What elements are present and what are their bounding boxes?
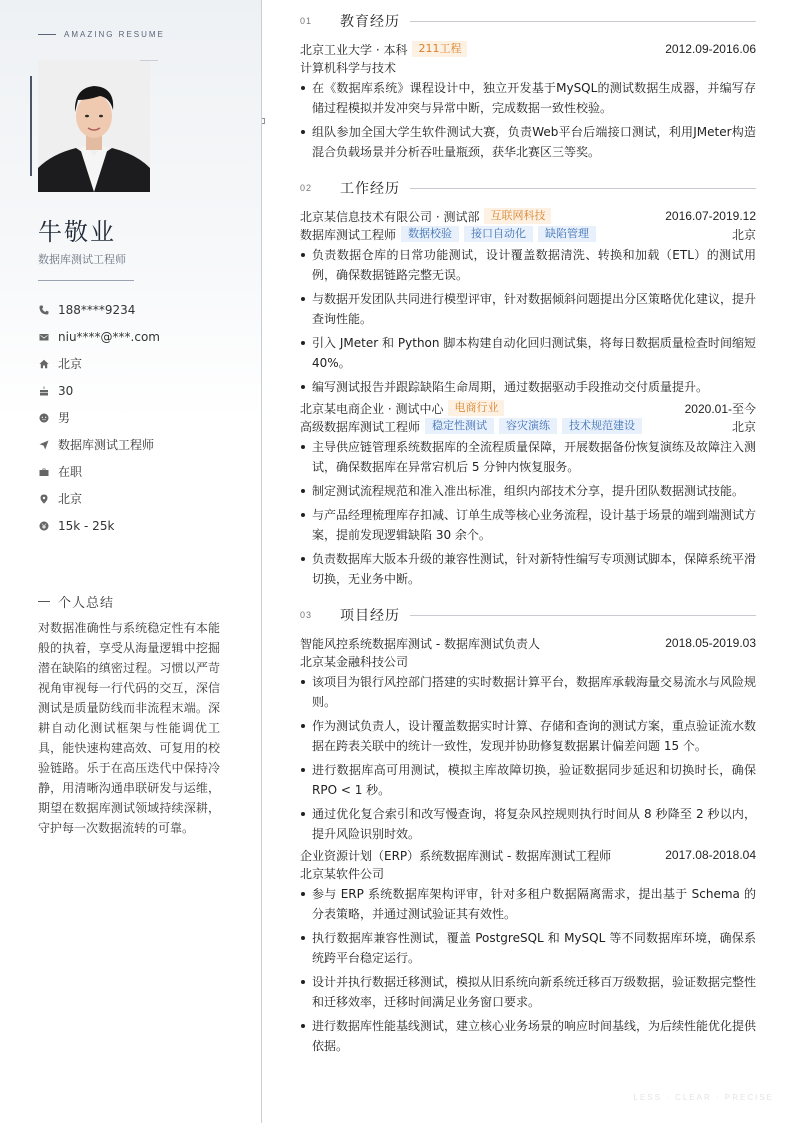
info-target-city <box>38 485 238 512</box>
summary-dash <box>38 601 50 602</box>
school-tag: 211工程 <box>412 41 467 57</box>
info-text: 188****9234 <box>58 302 136 317</box>
list-item: 编写测试报告并跟踪缺陷生命周期，通过数据驱动手段推动交付质量提升。 <box>300 377 756 397</box>
summary-heading <box>38 592 114 611</box>
info-status <box>38 458 238 485</box>
candidate-job-title: 数据库测试工程师 <box>38 253 126 266</box>
section-title: 项目经历 <box>340 608 400 624</box>
list-item: 执行数据库兼容性测试，覆盖 PostgreSQL 和 MySQL 等不同数据库环境，确保系统跨平台稳定运行。 <box>300 928 756 968</box>
project-entry-2 <box>300 846 756 1060</box>
project-entry-1 <box>300 634 756 848</box>
info-text: 在职 <box>58 465 83 479</box>
section-rule <box>410 615 756 616</box>
company-name: 北京某信息技术有限公司 · 测试部 <box>300 209 480 224</box>
work-city: 北京 <box>731 419 756 434</box>
section-number: 03 <box>300 610 313 620</box>
info-text: 30 <box>58 383 74 398</box>
section-rule <box>410 21 756 22</box>
info-text: 15k - 25k <box>58 518 115 533</box>
phone-icon <box>38 304 50 316</box>
brand <box>38 30 165 39</box>
briefcase-icon <box>38 466 50 478</box>
major: 计算机科学与技术 <box>300 60 397 75</box>
education-entry <box>300 40 756 166</box>
school-name: 北京工业大学 · 本科 <box>300 42 408 57</box>
list-item: 与数据开发团队共同进行模型评审，针对数据倾斜问题提出分区策略优化建议，提升查询性能。 <box>300 289 756 329</box>
company-name: 北京某电商企业 · 测试中心 <box>300 401 444 416</box>
avatar <box>38 60 150 192</box>
section-education-heading <box>300 11 756 31</box>
brand-line <box>38 34 56 35</box>
work-entry-1 <box>300 207 756 401</box>
summary-title: 个人总结 <box>58 596 115 611</box>
contact-info-list <box>38 296 238 539</box>
sidebar-divider <box>38 280 134 281</box>
footer-watermark: LESS · CLEAR · PRECISE <box>633 1093 774 1102</box>
project-org-row <box>300 864 756 882</box>
info-text: 男 <box>58 411 71 425</box>
project-org: 北京某软件公司 <box>300 866 385 881</box>
section-number: 01 <box>300 16 313 26</box>
list-item: 引入 JMeter 和 Python 脚本构建自动化回归测试集，将每日数据质量检查时间缩短 40%。 <box>300 333 756 373</box>
industry-tag: 互联网科技 <box>484 208 551 224</box>
list-item: 在《数据库系统》课程设计中，独立开发基于MySQL的测试数据生成器，并编写存储过程模拟并发冲突与异常中断，完成数据一致性校验。 <box>300 78 756 118</box>
list-item: 该项目为银行风控部门搭建的实时数据计算平台，数据库承载海量交易流水与风险规则。 <box>300 672 756 712</box>
skill-tag: 技术规范建设 <box>562 418 642 434</box>
work-date: 2020.01-至今 <box>684 401 756 416</box>
info-text: 北京 <box>58 357 83 371</box>
industry-tag: 电商行业 <box>448 400 504 416</box>
info-salary <box>38 512 238 539</box>
project-name: 企业资源计划（ERP）系统数据库测试 - 数据库测试工程师 <box>300 848 612 863</box>
section-work-heading <box>300 178 756 198</box>
send-icon <box>38 439 50 451</box>
candidate-name: 牛敬业 <box>38 218 116 246</box>
skill-tag: 接口自动化 <box>464 226 533 242</box>
photo-corner-line <box>140 60 158 61</box>
main-content <box>262 0 794 1123</box>
skill-tag: 数据校验 <box>401 226 459 242</box>
skill-tag: 稳定性测试 <box>425 418 494 434</box>
info-gender <box>38 404 238 431</box>
list-item: 参与 ERP 系统数据库架构评审，针对多租户数据隔离需求，提出基于 Schema 的分表策略，并通过测试验证其有效性。 <box>300 884 756 924</box>
photo-accent-bar <box>30 76 32 176</box>
project-bullets <box>300 884 756 1056</box>
info-text: niu****@***.com <box>58 329 160 344</box>
list-item: 制定测试流程规范和准入准出标准，组织内部技术分享，提升团队数据测试技能。 <box>300 481 756 501</box>
education-bullets <box>300 78 756 162</box>
work-city: 北京 <box>731 227 756 242</box>
info-age <box>38 377 238 404</box>
education-major-row <box>300 58 756 76</box>
section-title: 教育经历 <box>340 14 400 30</box>
work-header-row <box>300 399 756 417</box>
list-item: 设计并执行数据迁移测试，模拟从旧系统向新系统迁移百万级数据，验证数据完整性和迁移效率，迁移时间满足业务窗口要求。 <box>300 972 756 1012</box>
project-date: 2018.05-2019.03 <box>665 636 756 650</box>
list-item: 负责数据仓库的日常功能测试，设计覆盖数据清洗、转换和加载（ETL）的测试用例，确保数据链路完整无误。 <box>300 245 756 285</box>
list-item: 负责数据库大版本升级的兼容性测试，针对新特性编写专项测试脚本，保障系统平滑切换，无业务中断。 <box>300 549 756 589</box>
project-bullets <box>300 672 756 844</box>
cake-icon <box>38 385 50 397</box>
list-item: 与产品经理梳理库存扣减、订单生成等核心业务流程，设计基于场景的端到端测试方案，提前发现逻辑缺陷 30 余个。 <box>300 505 756 545</box>
section-rule <box>410 188 756 189</box>
sidebar <box>0 0 262 1123</box>
position: 高级数据库测试工程师 <box>300 419 421 434</box>
education-date: 2012.09-2016.06 <box>665 42 756 56</box>
list-item: 主导供应链管理系统数据库的全流程质量保障，开展数据备份恢复演练及故障注入测试，确保数据库在异常宕机后 5 分钟内恢复服务。 <box>300 437 756 477</box>
project-org-row <box>300 652 756 670</box>
project-header-row <box>300 634 756 652</box>
info-phone <box>38 296 238 323</box>
project-date: 2017.08-2018.04 <box>665 848 756 862</box>
home-icon <box>38 358 50 370</box>
money-icon <box>38 520 50 532</box>
list-item: 进行数据库性能基线测试，建立核心业务场景的响应时间基线，为后续性能优化提供依据。 <box>300 1016 756 1056</box>
mail-icon <box>38 331 50 343</box>
work-position-row <box>300 417 756 435</box>
face-icon <box>38 412 50 424</box>
section-title: 工作经历 <box>340 181 400 197</box>
avatar-portrait <box>38 60 150 192</box>
education-header-row <box>300 40 756 58</box>
summary-text: 对数据准确性与系统稳定性有本能般的执着，享受从海量逻辑中挖掘潜在缺陷的缜密过程。习惯以严苛视角审视每一行代码的交互，深信测试是质量防线而非流程末端。深耕自动化测试框架与性能调优工具，能快速构建高效、可复用的校验链路。乐于在高压迭代中保持冷静，用清晰沟通串联研发与运维，期望在数据库测试领域持续深耕，守护每一次数据流转的可靠。 <box>38 621 220 835</box>
info-target-job <box>38 431 238 458</box>
project-name: 智能风控系统数据库测试 - 数据库测试负责人 <box>300 636 540 651</box>
project-header-row <box>300 846 756 864</box>
list-item: 通过优化复合索引和改写慢查询，将复杂风控规则执行时间从 8 秒降至 2 秒以内，提升风险识别时效。 <box>300 804 756 844</box>
brand-text: AMAZING RESUME <box>64 30 165 39</box>
section-projects-heading <box>300 605 756 625</box>
work-position-row <box>300 225 756 243</box>
list-item: 组队参加全国大学生软件测试大赛，负责Web平台后端接口测试，利用JMeter构造混合负载场景并分析吞吐量瓶颈，获华北赛区三等奖。 <box>300 122 756 162</box>
work-header-row <box>300 207 756 225</box>
info-text: 北京 <box>58 492 83 506</box>
location-icon <box>38 493 50 505</box>
skill-tag: 容灾演练 <box>499 418 557 434</box>
work-bullets <box>300 437 756 589</box>
info-text: 数据库测试工程师 <box>58 438 155 452</box>
section-number: 02 <box>300 183 313 193</box>
work-date: 2016.07-2019.12 <box>665 209 756 223</box>
work-bullets <box>300 245 756 397</box>
info-email <box>38 323 238 350</box>
list-item: 作为测试负责人，设计覆盖数据实时计算、存储和查询的测试方案，重点验证流水数据在跨表关联中的统计一致性，发现并协助修复数据累计偏差问题 15 个。 <box>300 716 756 756</box>
position: 数据库测试工程师 <box>300 227 397 242</box>
work-entry-2 <box>300 399 756 593</box>
list-item: 进行数据库高可用测试，模拟主库故障切换，验证数据同步延迟和切换时长，确保 RPO < 1 秒。 <box>300 760 756 800</box>
skill-tag: 缺陷管理 <box>538 226 596 242</box>
project-org: 北京某金融科技公司 <box>300 654 409 669</box>
info-residence <box>38 350 238 377</box>
